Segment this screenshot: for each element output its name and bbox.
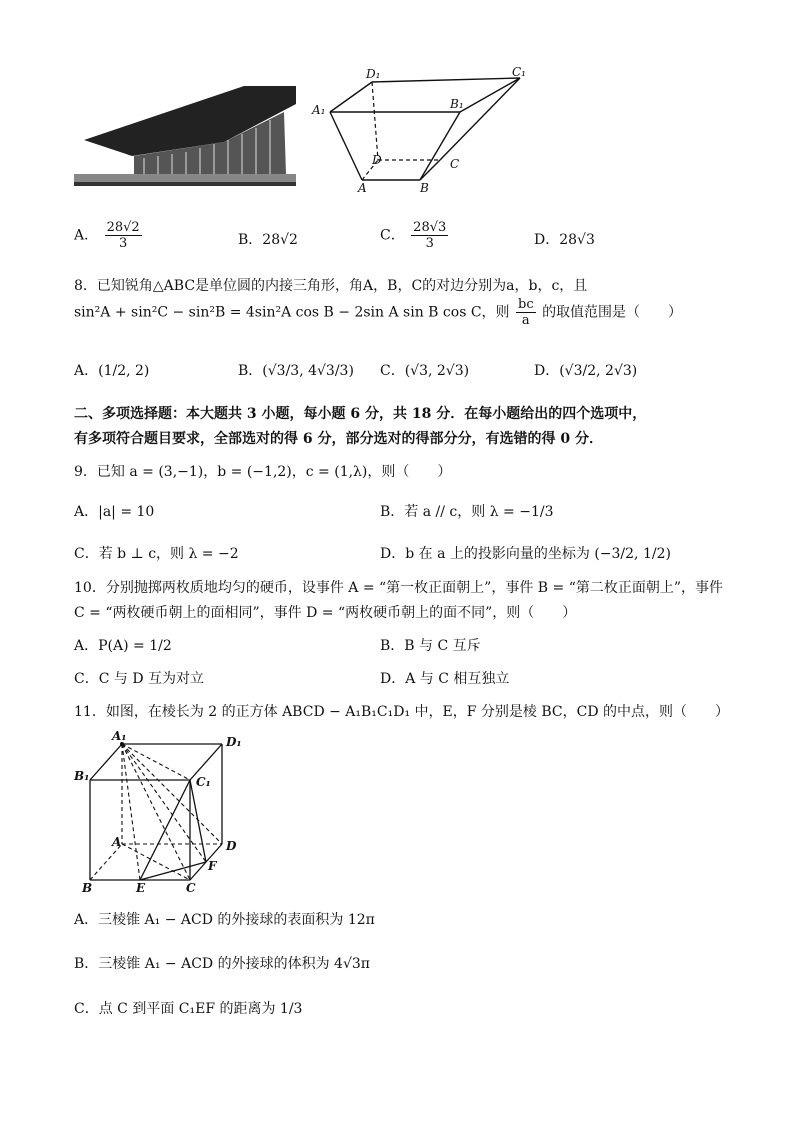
frustum-diagram: [310, 62, 550, 198]
label-D1: D₁: [226, 735, 242, 749]
q7-option-a[interactable]: A． $\frac{28√2}{3}$: [74, 220, 140, 251]
q8-option-c[interactable]: C．(√3, 2√3): [380, 363, 470, 379]
label-B: B: [420, 181, 429, 195]
label-D: D: [226, 839, 237, 853]
q9-option-c[interactable]: C．若 b ⊥ c，则 λ = −2: [74, 546, 239, 562]
label-C1: C₁: [512, 65, 526, 79]
label-B1: B₁: [450, 97, 464, 111]
label-F: F: [208, 859, 217, 873]
q7-option-b[interactable]: B．28√2: [238, 232, 298, 248]
label-C: C: [450, 157, 460, 171]
q8-stem-line2: sin²A + sin²C − sin²B = 4sin²A cos B − 2sin A sin B cos C，则 $\frac{bc}{a}$ 的取值范围是（ ）: [74, 297, 683, 328]
cube-diagram: [72, 728, 252, 894]
q8-option-d[interactable]: D．(√3/2, 2√3): [534, 363, 638, 379]
label-D: D: [372, 153, 382, 167]
q9-option-b[interactable]: B．若 a // c，则 λ = −1/3: [380, 504, 554, 520]
q7-option-d[interactable]: D．28√3: [534, 232, 595, 248]
label-A1: A₁: [312, 103, 326, 117]
q9-option-d[interactable]: D．b 在 a 上的投影向量的坐标为 (−3/2, 1/2): [380, 546, 671, 562]
label-E: E: [136, 881, 146, 894]
label-A: A: [112, 835, 122, 849]
q8-option-b[interactable]: B．(√3/3, 4√3/3): [238, 363, 354, 379]
q10-stem-line2: C = “两枚硬币朝上的面相同”，事件 D = “两枚硬币朝上的面不同”，则（ ）: [74, 605, 577, 621]
label-A1: A₁: [112, 729, 127, 743]
section2-heading-line2: 有多项符合题目要求，全部选对的得 6 分，部分选对的得部分分，有选错的得 0 分．: [74, 431, 603, 447]
q10-option-c[interactable]: C．C 与 D 互为对立: [74, 671, 204, 687]
q11-option-c[interactable]: C．点 C 到平面 C₁EF 的距离为 1/3: [74, 1001, 303, 1017]
q9-option-a[interactable]: A．|a| = 10: [74, 504, 155, 520]
label-B1: B₁: [74, 769, 90, 783]
label-C: C: [186, 881, 196, 894]
q10-option-a[interactable]: A．P(A) = 1/2: [74, 638, 172, 654]
q10-stem-line1: 10．分别抛掷两枚质地均匀的硬币，设事件 A = “第一枚正面朝上”，事件 B = “第二枚正面朝上”，事件: [74, 580, 724, 596]
q11-option-b[interactable]: B．三棱锥 A₁ − ACD 的外接球的体积为 4√3π: [74, 956, 370, 972]
q11-stem: 11．如图，在棱长为 2 的正方体 ABCD − A₁B₁C₁D₁ 中，E，F 分别是棱 BC，CD 的中点，则（ ）: [74, 704, 730, 720]
q7-option-c[interactable]: C． $\frac{28√3}{3}$: [380, 220, 447, 251]
label-C1: C₁: [196, 775, 211, 789]
q11-option-a[interactable]: A．三棱锥 A₁ − ACD 的外接球的表面积为 12π: [74, 912, 375, 928]
label-B: B: [82, 881, 93, 894]
label-D1: D₁: [366, 67, 381, 81]
label-A: A: [358, 181, 367, 195]
q9-stem: 9．已知 a = (3,−1)，b = (−1,2)，c = (1,λ)，则（ ）: [74, 464, 452, 480]
q8-option-a[interactable]: A．(1/2, 2): [74, 363, 150, 379]
bc-over-a-fraction: $\frac{bc}{a}$: [518, 297, 534, 328]
q8-stem-line1: 8．已知锐角△ABC是单位圆的内接三角形，角A，B，C的对边分别为a，b，c，且: [74, 278, 588, 294]
q10-option-b[interactable]: B．B 与 C 互斥: [380, 638, 481, 654]
building-photo: [74, 82, 296, 186]
q10-option-d[interactable]: D．A 与 C 相互独立: [380, 671, 510, 687]
section2-heading-line1: 二、多项选择题：本大题共 3 小题，每小题 6 分，共 18 分．在每小题给出的四个选项中，: [74, 406, 647, 422]
